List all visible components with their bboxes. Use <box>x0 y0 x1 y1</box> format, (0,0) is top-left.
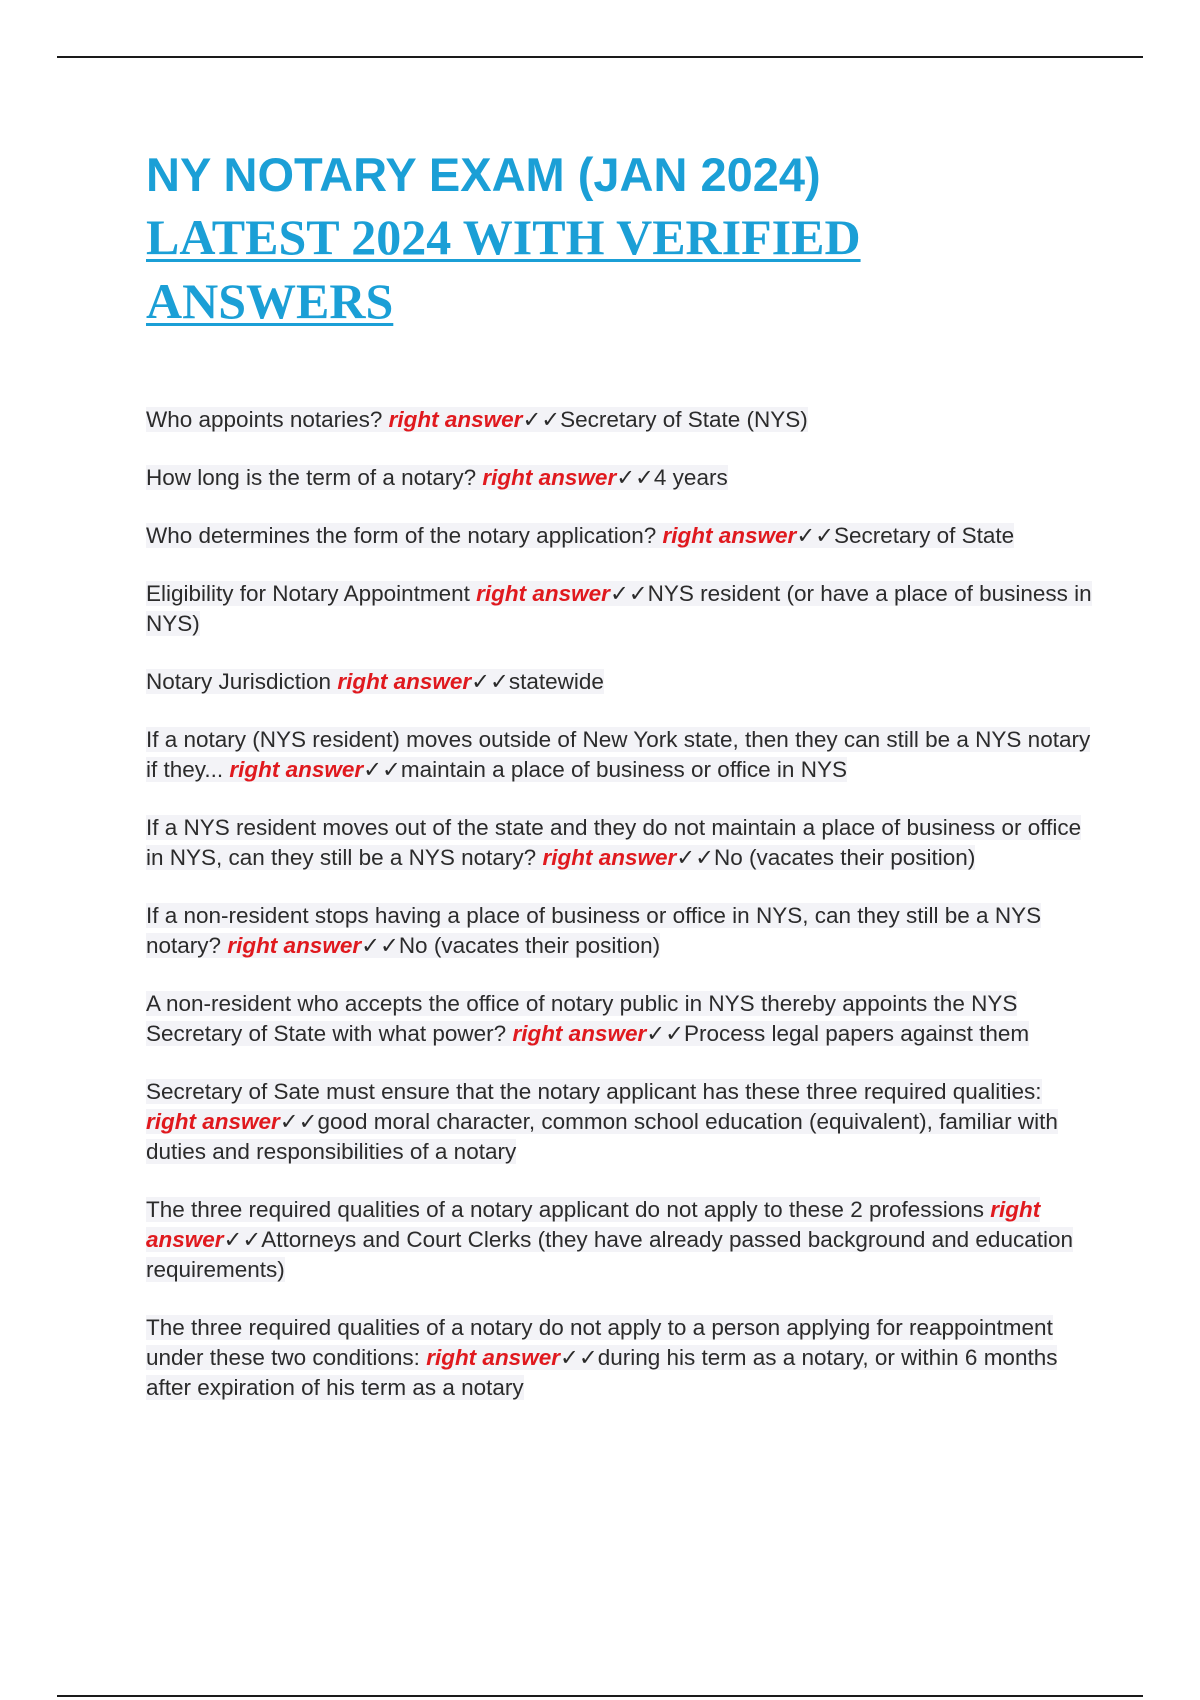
answer-marker: right answer <box>542 845 677 870</box>
question-text: How long is the term of a notary? <box>146 465 483 490</box>
top-rule <box>57 56 1143 58</box>
answer-text: during his term as a notary, or within 6 months after expiration of his term as a notary <box>146 1345 1058 1400</box>
question-text: Who appoints notaries? <box>146 407 389 432</box>
check-icon: ✓✓ <box>676 845 714 870</box>
question-text: If a notary (NYS resident) moves outside of New York state, then they can still be a NYS notary if they... <box>146 727 1091 782</box>
question-text: Who determines the form of the notary application? <box>146 523 663 548</box>
qa-item <box>146 1077 1096 1167</box>
answer-marker: right answer <box>426 1345 560 1370</box>
check-icon: ✓✓ <box>616 465 654 490</box>
answer-text: No (vacates their position) <box>713 845 976 870</box>
answer-text: NYS resident (or have a place of business in NYS) <box>146 581 1092 636</box>
answer-text: Secretary of State <box>834 523 1015 548</box>
check-icon: ✓✓ <box>796 523 835 548</box>
qa-item <box>146 989 1096 1049</box>
question-text: If a NYS resident moves out of the state and they do not maintain a place of business or office in NYS, can they still be a NYS notary? <box>146 815 1082 870</box>
qa-item <box>146 463 1096 493</box>
answer-marker: right answer <box>388 407 523 432</box>
qa-item <box>146 579 1096 639</box>
qa-item <box>146 813 1096 873</box>
answer-text: No (vacates their position) <box>398 933 661 958</box>
question-text: Eligibility for Notary Appointment <box>146 581 477 606</box>
qa-item <box>146 1313 1096 1403</box>
document-subtitle-text: LATEST 2024 WITH VERIFIED ANSWERS <box>146 209 861 329</box>
answer-marker: right answer <box>337 669 472 694</box>
answer-marker: right answer <box>662 523 797 548</box>
answer-marker: right answer <box>146 1109 280 1134</box>
qa-list <box>146 405 1096 1403</box>
check-icon: ✓✓ <box>646 1021 684 1046</box>
check-icon: ✓✓ <box>522 407 561 432</box>
qa-item <box>146 405 1096 435</box>
qa-item <box>146 1195 1096 1285</box>
answer-marker: right answer <box>146 1197 1041 1252</box>
answer-text: Process legal papers against them <box>683 1021 1030 1046</box>
answer-marker: right answer <box>476 581 610 606</box>
document-body <box>146 145 1096 1431</box>
qa-item <box>146 725 1096 785</box>
check-icon: ✓✓ <box>279 1109 318 1134</box>
check-icon: ✓✓ <box>609 581 648 606</box>
answer-text: Attorneys and Court Clerks (they have already passed background and education requirements) <box>146 1227 1074 1282</box>
question-text: The three required qualities of a notary do not apply to a person applying for reappointment under these two conditions: <box>146 1315 1053 1370</box>
check-icon: ✓✓ <box>559 1345 598 1370</box>
question-text: The three required qualities of a notary applicant do not apply to these 2 professions <box>146 1197 991 1222</box>
answer-text: Secretary of State (NYS) <box>560 407 808 432</box>
check-icon: ✓✓ <box>363 757 401 782</box>
check-icon: ✓✓ <box>471 669 509 694</box>
qa-item <box>146 521 1096 551</box>
answer-marker: right answer <box>227 933 362 958</box>
question-text: Notary Jurisdiction <box>146 669 338 694</box>
answer-marker: right answer <box>512 1021 647 1046</box>
check-icon: ✓✓ <box>361 933 399 958</box>
question-text: Secretary of Sate must ensure that the notary applicant has these three required qualities: <box>146 1079 1042 1104</box>
answer-text: statewide <box>508 669 604 694</box>
qa-item <box>146 901 1096 961</box>
answer-marker: right answer <box>482 465 617 490</box>
answer-text: maintain a place of business or office in NYS <box>400 757 847 782</box>
question-text: If a non-resident stops having a place of business or office in NYS, can they still be a NYS notary? <box>146 903 1042 958</box>
bottom-rule <box>57 1695 1143 1697</box>
check-icon: ✓✓ <box>223 1227 262 1252</box>
answer-marker: right answer <box>229 757 364 782</box>
qa-item <box>146 667 1096 697</box>
answer-text: 4 years <box>653 465 728 490</box>
document-subtitle <box>146 205 1096 333</box>
document-title: NY NOTARY EXAM (JAN 2024) <box>146 148 821 201</box>
question-text: A non-resident who accepts the office of notary public in NYS thereby appoints the NYS Secretary of State with what power? <box>146 991 1018 1046</box>
answer-text: good moral character, common school education (equivalent), familiar with duties and responsibilities of a notary <box>146 1109 1058 1164</box>
